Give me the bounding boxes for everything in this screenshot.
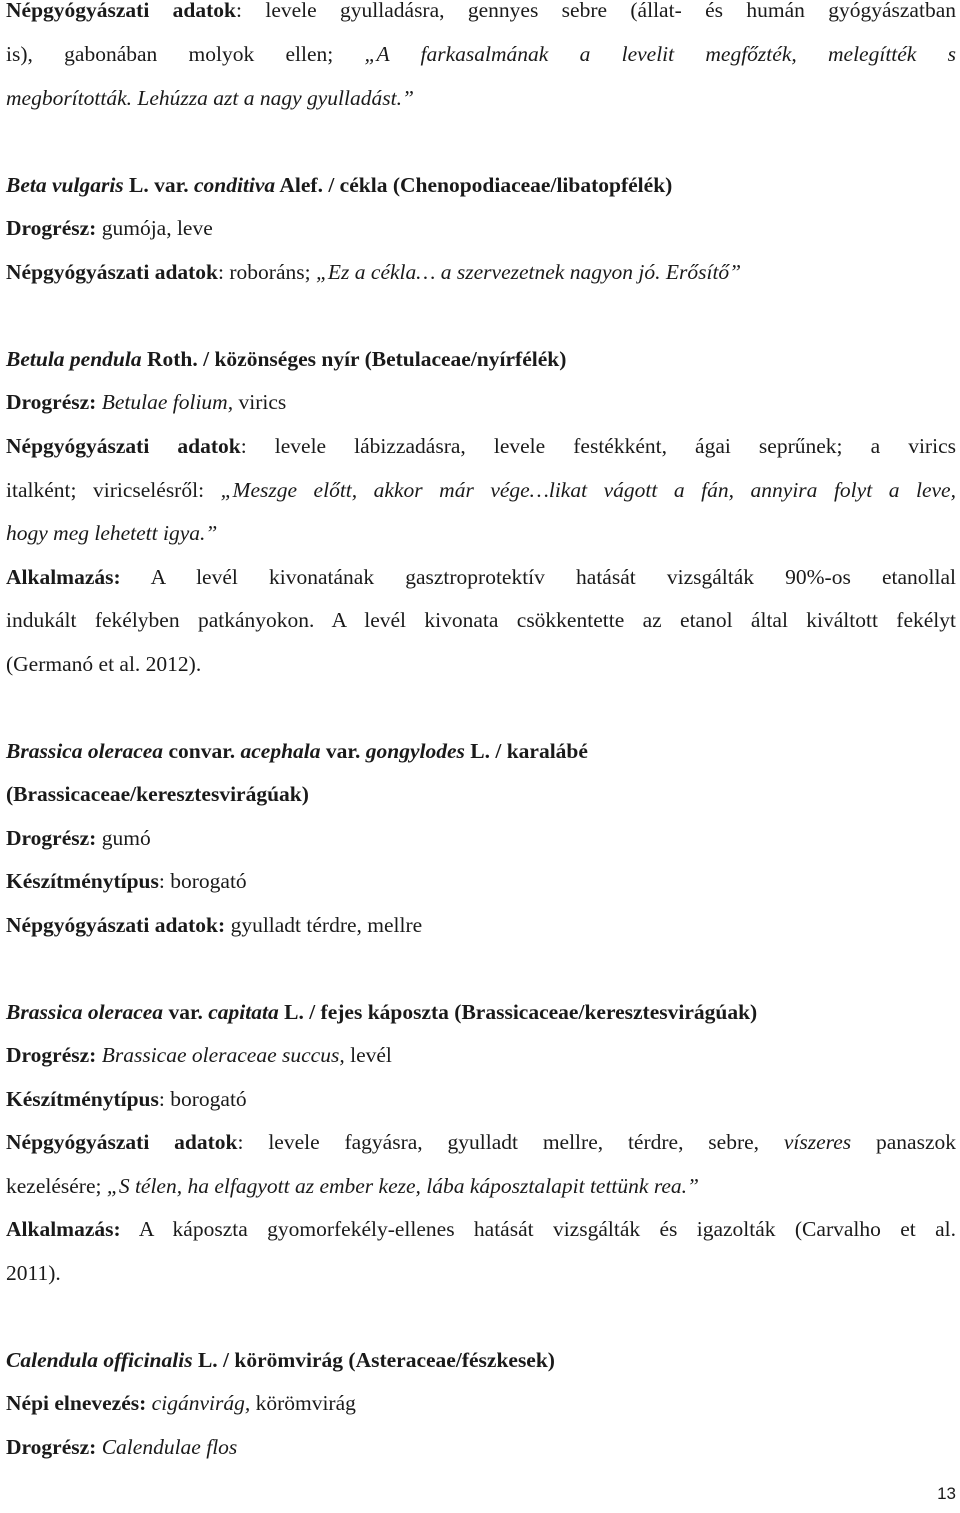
text-segment: conditiva bbox=[193, 173, 276, 197]
text-line bbox=[6, 41, 956, 67]
text-segment: A káposzta gyomorfekély-ellenes hatását vizsgálták és igazolták (Carvalho et al. bbox=[120, 1217, 956, 1241]
text-line bbox=[6, 868, 247, 894]
text-segment: (Germanó et al. 2012). bbox=[6, 652, 202, 676]
text-segment: gumója, leve bbox=[96, 216, 213, 240]
text-segment: Calendulae flos bbox=[101, 1435, 238, 1459]
text-segment: : roboráns; bbox=[218, 260, 316, 284]
text-segment: L. / körömvirág (Asteraceae/fészkesek) bbox=[192, 1348, 555, 1372]
text-segment: : levele fagyásra, gyulladt mellre, térdre, sebre, bbox=[237, 1130, 784, 1154]
text-line bbox=[6, 607, 956, 633]
text-segment: L. / karalábé bbox=[464, 739, 588, 763]
text-segment: Drogrész: bbox=[6, 216, 97, 240]
text-segment: Brassica oleracea bbox=[6, 739, 164, 763]
text-line bbox=[6, 912, 422, 938]
text-segment: capitata bbox=[208, 1000, 279, 1024]
text-line bbox=[6, 85, 414, 111]
text-segment: gongylodes bbox=[365, 739, 465, 763]
text-segment: Calendula officinalis bbox=[6, 1348, 193, 1372]
text-line bbox=[6, 781, 309, 807]
text-segment: körömvirág bbox=[250, 1391, 356, 1415]
text-line bbox=[6, 520, 217, 546]
text-segment: Készítménytípus bbox=[6, 869, 159, 893]
text-segment: Beta vulgaris bbox=[6, 173, 124, 197]
text-segment: panaszok bbox=[851, 1130, 957, 1154]
text-segment: Népgyógyászati adatok bbox=[6, 260, 219, 284]
text-segment: „S télen, ha elfagyott az ember keze, lába káposztalapit tettünk rea.” bbox=[106, 1174, 700, 1198]
page-number: 13 bbox=[937, 1484, 956, 1503]
text-segment: 2011). bbox=[6, 1261, 61, 1285]
text-segment: hogy meg lehetett igya.” bbox=[6, 521, 218, 545]
text-segment: acephala bbox=[240, 739, 321, 763]
text-line bbox=[6, 1086, 247, 1112]
text-segment: virics bbox=[233, 390, 287, 414]
text-segment: Brassicae oleraceae succus, bbox=[101, 1043, 345, 1067]
text-segment: Drogrész: bbox=[6, 1435, 97, 1459]
text-segment: Drogrész: bbox=[6, 1043, 97, 1067]
text-segment: Brassica oleracea bbox=[6, 1000, 164, 1024]
text-line bbox=[6, 564, 956, 590]
text-segment: Népi elnevezés: bbox=[6, 1391, 147, 1415]
text-line bbox=[6, 1347, 555, 1373]
text-segment: levél bbox=[344, 1043, 392, 1067]
text-segment: víszeres bbox=[783, 1130, 852, 1154]
text-segment: megborították. Lehúzza azt a nagy gyulladást.” bbox=[6, 86, 414, 110]
text-line bbox=[6, 259, 741, 285]
text-segment: cigánvirág, bbox=[151, 1391, 251, 1415]
text-line bbox=[6, 825, 151, 851]
text-segment: „A farkasalmának a levelit megfőzték, melegítték s bbox=[364, 42, 956, 66]
text-segment: Roth. / közönséges nyír (Betulaceae/nyírfélék) bbox=[141, 347, 567, 371]
text-line bbox=[6, 172, 672, 198]
text-segment: L. var. bbox=[123, 173, 194, 197]
text-segment: : borogató bbox=[158, 869, 247, 893]
text-segment: Népgyógyászati adatok bbox=[6, 434, 241, 458]
text-segment: A levél kivonatának gasztroprotektív hatását vizsgálták 90%-os etanollal bbox=[120, 565, 956, 589]
text-line bbox=[6, 1129, 956, 1155]
text-segment: : levele lábizzadásra, levele festékként, ágai seprűnek; a virics bbox=[240, 434, 956, 458]
text-segment: gumó bbox=[96, 826, 151, 850]
text-line bbox=[6, 1216, 956, 1242]
text-segment: Drogrész: bbox=[6, 390, 97, 414]
text-segment: Népgyógyászati adatok bbox=[6, 0, 237, 22]
text-segment: L. / fejes káposzta (Brassicaceae/keresztesvirágúak) bbox=[278, 1000, 758, 1024]
text-line bbox=[6, 433, 956, 459]
text-segment: Alkalmazás: bbox=[6, 565, 121, 589]
text-segment: var. bbox=[163, 1000, 209, 1024]
text-segment: Készítménytípus bbox=[6, 1087, 159, 1111]
text-line bbox=[6, 389, 286, 415]
text-segment: var. bbox=[320, 739, 366, 763]
text-line bbox=[6, 651, 201, 677]
text-segment: Betula pendula bbox=[6, 347, 142, 371]
text-line bbox=[6, 346, 566, 372]
text-line bbox=[6, 999, 757, 1025]
text-segment: indukált fekélyben patkányokon. A levél kivonata csökkentette az etanol által kiváltott fekélyt bbox=[6, 608, 956, 632]
text-line bbox=[6, 0, 956, 23]
text-segment: Alkalmazás: bbox=[6, 1217, 121, 1241]
text-segment: gyulladt térdre, mellre bbox=[225, 913, 423, 937]
text-segment: convar. bbox=[163, 739, 241, 763]
text-line bbox=[6, 1390, 356, 1416]
text-segment: Drogrész: bbox=[6, 826, 97, 850]
text-segment: „Meszge előtt, akkor már vége…likat vágott a fán, annyira folyt a leve, bbox=[220, 478, 956, 502]
text-segment: italként; viricselésről: bbox=[6, 478, 221, 502]
text-line bbox=[6, 738, 588, 764]
text-line bbox=[6, 1434, 237, 1460]
text-line bbox=[6, 1042, 392, 1068]
text-segment: Betulae folium, bbox=[101, 390, 234, 414]
text-line bbox=[6, 477, 956, 503]
text-segment: Népgyógyászati adatok bbox=[6, 1130, 238, 1154]
text-segment: is), gabonában molyok ellen; bbox=[6, 42, 365, 66]
text-segment: (Brassicaceae/keresztesvirágúak) bbox=[6, 782, 309, 806]
text-line bbox=[6, 1260, 61, 1286]
text-segment: Népgyógyászati adatok: bbox=[6, 913, 226, 937]
text-segment: : levele gyulladásra, gennyes sebre (állat- és humán gyógyászatban bbox=[236, 0, 956, 22]
text-line bbox=[6, 1173, 699, 1199]
text-segment: „Ez a cékla… a szervezetnek nagyon jó. Erősítő” bbox=[315, 260, 742, 284]
text-segment: Alef. / cékla (Chenopodiaceae/libatopfélék) bbox=[275, 173, 673, 197]
text-segment: : borogató bbox=[158, 1087, 247, 1111]
text-line bbox=[6, 215, 213, 241]
text-segment: kezelésére; bbox=[6, 1174, 107, 1198]
